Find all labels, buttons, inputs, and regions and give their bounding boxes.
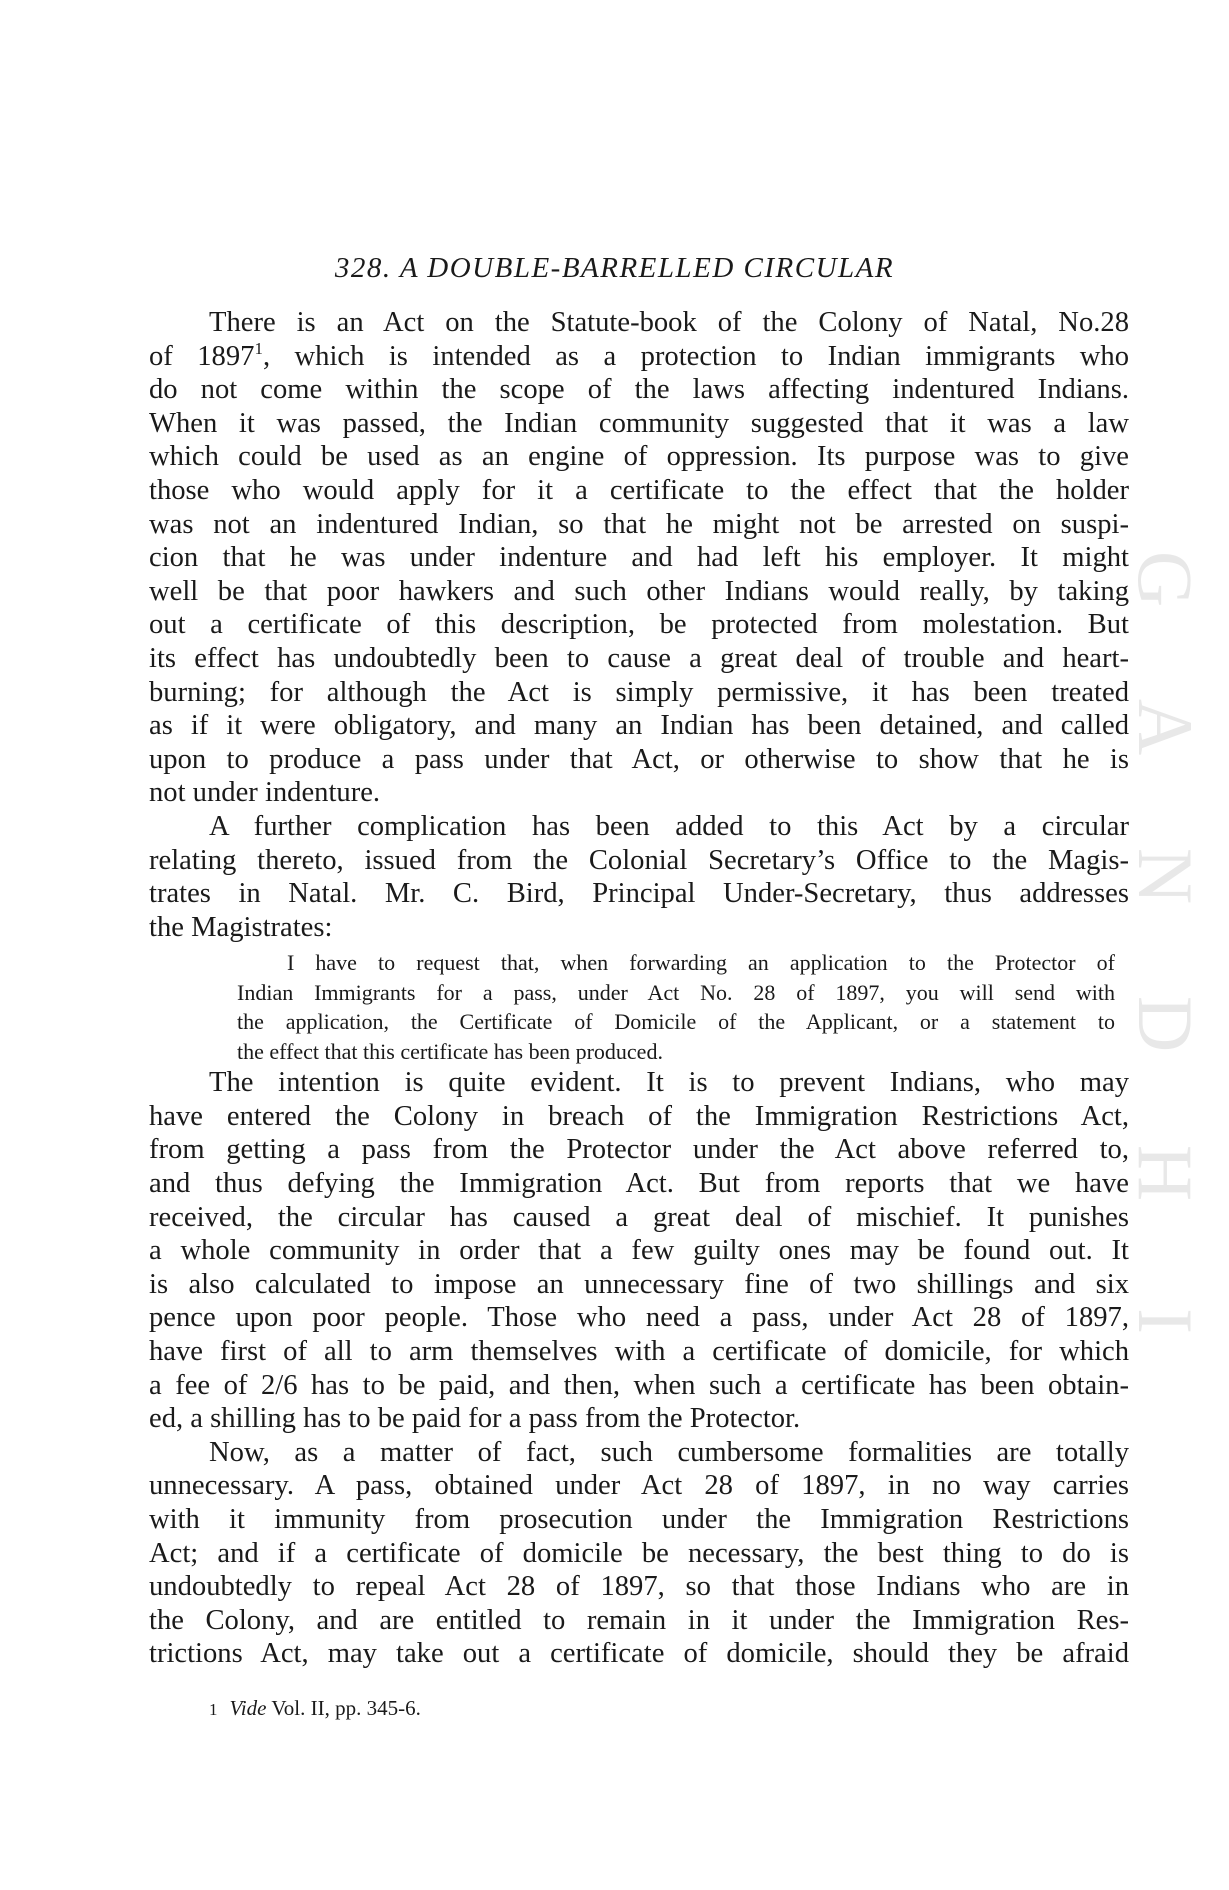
text-line: unnecessary. A pass, obtained under Act 28 of 1897, in no way carries (149, 1470, 1129, 1502)
text-line: received, the circular has caused a great deal of mischief. It punishes (149, 1201, 1129, 1233)
text-line: trates in Natal. Mr. C. Bird, Principal Under-Secretary, thus addresses (149, 878, 1129, 910)
text-fragment: which is intended as a protection to Indian immigrants who (294, 340, 1129, 372)
watermark-letter: N (1122, 847, 1209, 904)
paragraph-3 (149, 1066, 1129, 1436)
text-line: do not come within the scope of the laws affecting indentured Indians. (149, 374, 1129, 406)
text-line: which could be used as an engine of oppression. Its purpose was to give (149, 441, 1129, 473)
text-line: is also calculated to impose an unnecessary fine of two shillings and six (149, 1268, 1129, 1300)
text-line: A further complication has been added to this Act by a circular (209, 810, 1129, 842)
footnote-text: Vol. II, pp. 345-6. (271, 1696, 421, 1720)
text-line: a fee of 2/6 has to be paid, and then, when such a certificate has been obtain- (149, 1369, 1129, 1401)
watermark-letter: I (1121, 1307, 1209, 1334)
text-fragment: of 1897 (149, 340, 255, 372)
watermark (1121, 540, 1209, 1360)
text-line: When it was passed, the Indian community suggested that it was a law (149, 407, 1129, 439)
text-line: burning; for although the Act is simply permissive, it has been treated (149, 676, 1129, 708)
quote-line: the effect that this certificate has been produced. (237, 1038, 663, 1064)
text-line: with it immunity from prosecution under the Immigration Restrictions (149, 1504, 1129, 1535)
text-line: pence upon poor people. Those who need a pass, under Act 28 of 1897, (149, 1302, 1129, 1334)
text-line: out a certificate of this description, be protected from molestation. But (149, 609, 1129, 641)
text-line: the Colony, and are entitled to remain in it under the Immigration Res- (149, 1604, 1129, 1636)
watermark-letter: D (1122, 996, 1209, 1053)
text-line: those who would apply for it a certificate to the effect that the holder (149, 474, 1129, 506)
text-line: well be that poor hawkers and such other Indians would really, by taking (149, 575, 1129, 607)
text-line: The intention is quite evident. It is to prevent Indians, who may (209, 1067, 1129, 1099)
text-line: Now, as a matter of fact, such cumbersome formalities are totally (209, 1436, 1129, 1468)
text-line: cion that he was under indenture and had left his employer. It might (149, 542, 1129, 574)
quote-line: the application, the Certificate of Domicile of the Applicant, or a statement to (237, 1009, 1115, 1035)
watermark-letter: H (1122, 1144, 1209, 1201)
footnote (209, 1696, 421, 1721)
text-line: undoubtedly to repeal Act 28 of 1897, so that those Indians who are in (149, 1571, 1129, 1603)
text-line: was not an indentured Indian, so that he might not be arrested on suspi- (149, 508, 1129, 540)
block-quote (237, 948, 1115, 1066)
text-line: relating thereto, issued from the Colonial Secretary’s Office to the Magis- (149, 844, 1129, 876)
text-line: and thus defying the Immigration Act. But from reports that we have (149, 1168, 1129, 1200)
text-line: There is an Act on the Statute-book of the Colony of Natal, No.28 (209, 307, 1129, 338)
text-line: as if it were obligatory, and many an Indian has been detained, and called (149, 710, 1129, 742)
text-line: Act; and if a certificate of domicile be necessary, the best thing to do is (149, 1537, 1129, 1569)
text-line: have first of all to arm themselves with a certificate of domicile, for which (149, 1336, 1129, 1368)
text-line: the Magistrates: (149, 911, 333, 943)
watermark-letter: G (1122, 550, 1209, 608)
text-line: have entered the Colony in breach of the Immigration Restrictions Act, (149, 1100, 1129, 1132)
watermark-letter: A (1122, 699, 1209, 756)
footnote-vide: Vide (229, 1696, 267, 1720)
article-title: 328. A DOUBLE-BARRELLED CIRCULAR (334, 252, 895, 284)
text-line: its effect has undoubtedly been to cause a great deal of trouble and heart- (149, 642, 1129, 674)
text-line: of 1897$^1$, which is intended as a protection to Indian immigrants who (149, 338, 1129, 372)
footnote-mark: 1 (209, 1700, 218, 1719)
text-line: trictions Act, may take out a certificate of domicile, should they be afraid (149, 1638, 1129, 1670)
text-line: not under indenture. (149, 777, 381, 809)
text-line: a whole community in order that a few guilty ones may be found out. It (149, 1235, 1129, 1267)
quote-line: I have to request that, when forwarding an application to the Protector of (287, 950, 1115, 976)
footnote-reference[interactable]: 1 (254, 338, 263, 358)
paragraph-4 (149, 1436, 1129, 1671)
quote-line: Indian Immigrants for a pass, under Act No. 28 of 1897, you will send with (237, 979, 1115, 1005)
text-line: from getting a pass from the Protector under the Act above referred to, (149, 1134, 1129, 1166)
paragraph-1 (149, 306, 1129, 810)
paragraph-2 (149, 810, 1129, 944)
text-line: ed, a shilling has to be paid for a pass from the Protector. (149, 1403, 801, 1435)
article-body (149, 306, 1129, 1671)
text-line: upon to produce a pass under that Act, or otherwise to show that he is (149, 743, 1129, 775)
